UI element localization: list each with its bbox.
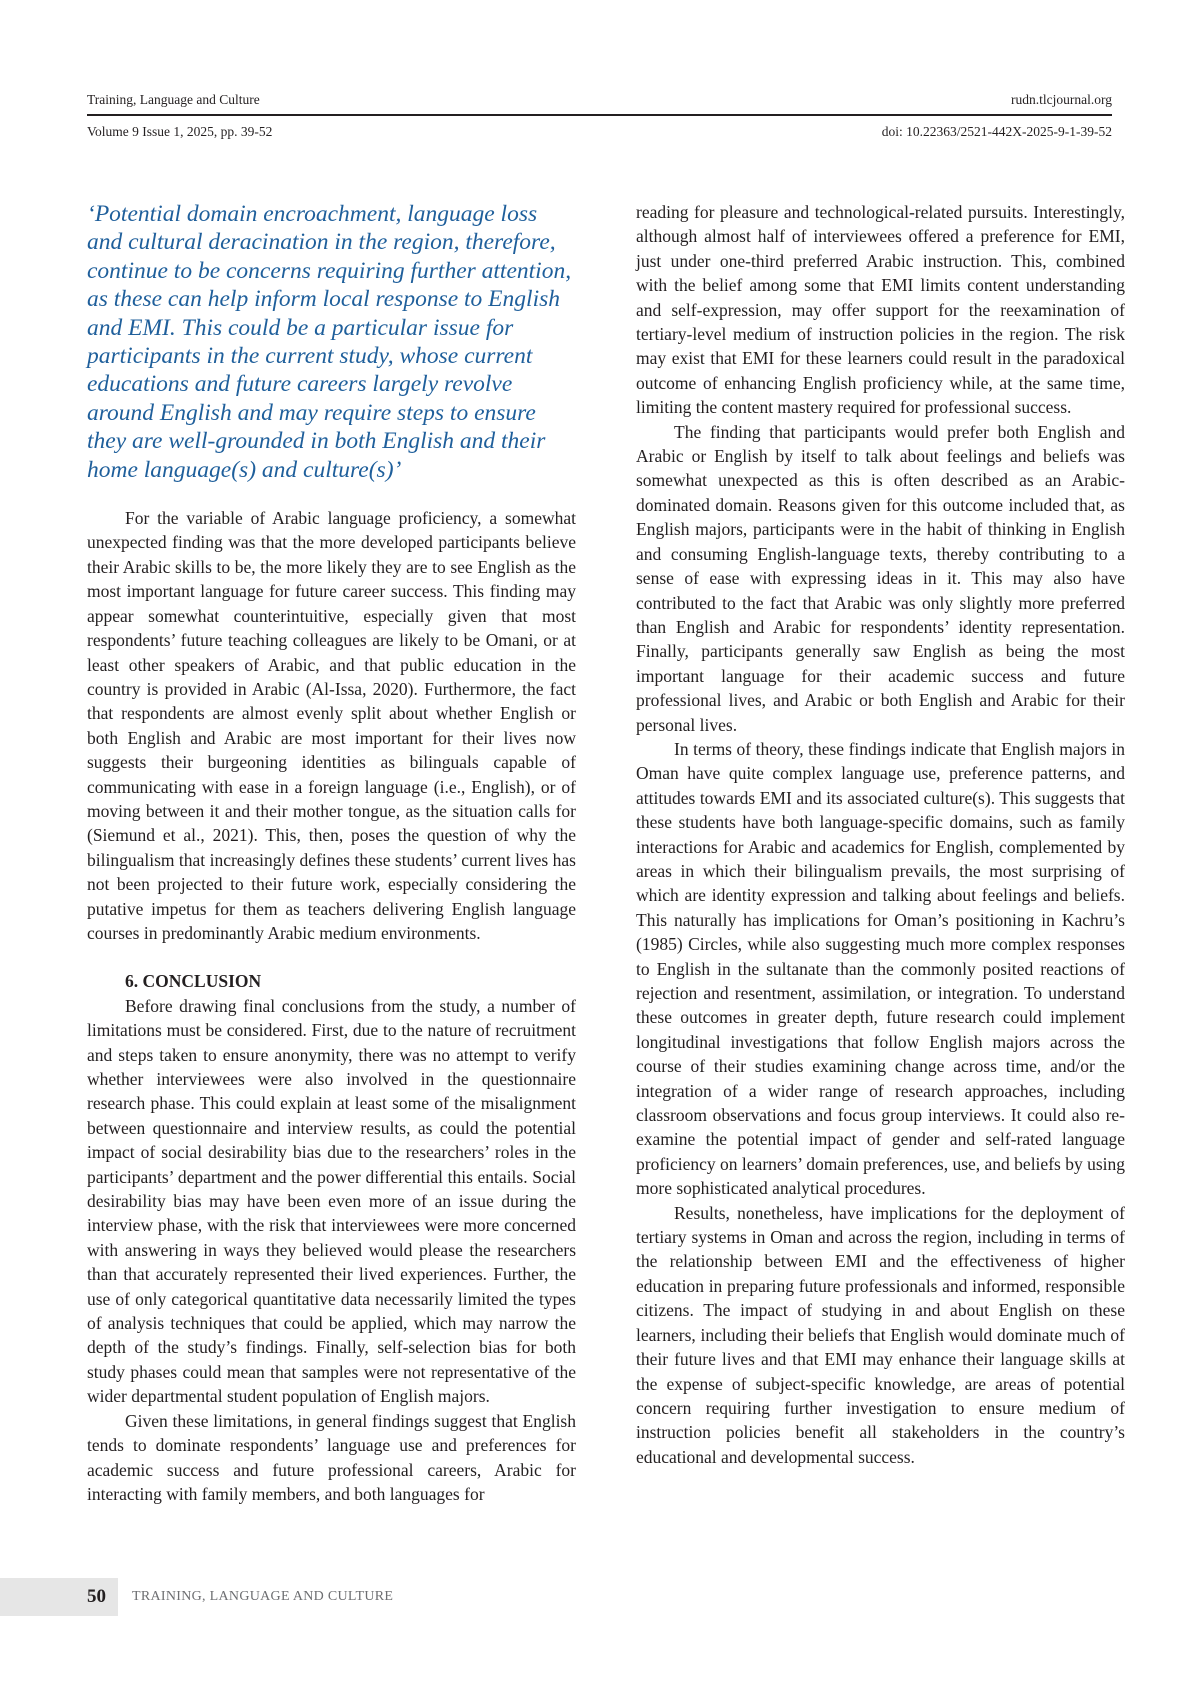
header-top-row — [87, 92, 1112, 108]
page-footer — [0, 1577, 400, 1617]
paragraph-implications: Results, nonetheless, have implications for the deployment of tertiary systems in Oman and across the region, including in terms of the relationship between EMI and the effectiveness of higher education in preparing future professionals and informed, responsible citizens. The impact of studying in and about English on these learners, including their beliefs that English would dominate much of their future lives and that EMI may enhance their language skills at the expense of subject-specific knowledge, are areas of potential concern requiring further investigation to ensure medium of instruction policies benefit all stakeholders in the country’s educational and developmental success. — [636, 1202, 1125, 1467]
left-column — [87, 200, 576, 1506]
running-header — [87, 92, 1112, 140]
journal-site: rudn.tlcjournal.org — [1011, 92, 1112, 107]
paragraph-limitations: Before drawing final conclusions from the study, a number of limitations must be considered. First, due to the nature of recruitment and steps taken to ensure anonymity, there was no attempt to verify whether interviewees were also involved in the questionnaire research phase. This could explain at least some of the misalignment between questionnaire and interview results, as could the potential impact of social desirability bias due to the researchers’ roles in the participants’ department and the power differential this entails. Social desirability bias may have been even more of an issue during the interview phase, with the risk that interviewees were more concerned with answering in ways they believed would please the researchers than that accurately represented their lived experiences. Further, the use of only categorical quantitative data necessarily limited the types of analysis techniques that could be applied, which may narrow the depth of the study’s findings. Finally, self-selection bias for both study phases could mean that samples were not representative of the wider departmental student population of English majors. — [87, 995, 576, 1407]
header-rule — [87, 114, 1112, 116]
header-bottom-row — [87, 124, 1112, 140]
journal-title: Training, Language and Culture — [87, 92, 260, 107]
paragraph-arabic-proficiency: For the variable of Arabic language proficiency, a somewhat unexpected finding was that the more developed participants believe their Arabic skills to be, the more likely they are to see English as the most important language for future career success. This finding may appear somewhat counterintuitive, especially given that most respondents’ future teaching colleagues are likely to be Omani, or at least other speakers of Arabic, and that public education in the country is provided in Arabic (Al-Issa, 2020). Furthermore, the fact that respondents are almost evenly split about whether English or both English and Arabic are most important for their lives now suggests their burgeoning identities as bilinguals capable of communicating with ease in a foreign language (i.e., English), or of moving between it and their mother tongue, as the situation calls for (Siemund et al., 2021). This, then, poses the question of why the bilingualism that increasingly defines these students’ current lives has not been projected to their future work, especially considering the putative impetus for them as teachers delivering English language courses in predominantly Arabic medium environments. — [87, 508, 576, 943]
right-column — [636, 200, 1125, 1469]
section-heading-conclusion: 6. CONCLUSION — [125, 971, 262, 992]
footer-journal-name: TRAINING, LANGUAGE AND CULTURE — [132, 1589, 394, 1604]
paragraph-theory: In terms of theory, these findings indicate that English majors in Oman have quite complex language use, preference patterns, and attitudes towards EMI and its associated culture(s). This suggests that these students have both language-specific domains, such as family interactions for Arabic and academics for English, complemented by areas in which their bilingualism prevails, the most surprising of which are identity expression and talking about feelings and beliefs. This naturally has implications for Oman’s positioning in Kachru’s (1985) Circles, while also suggesting much more complex responses to English in the sultanate than the commonly posited reactions of rejection and resentment, assimilation, or integration. To understand these outcomes in greater depth, future research could implement longitudinal investigations that follow English majors across the course of their studies examining change across time, and/or the integration of a wider range of research approaches, including classroom observations and focus group interviews. It could also re-examine the potential impact of gender and self-rated language proficiency on learners’ domain preferences, use, and beliefs by using more sophisticated analytical procedures. — [636, 738, 1126, 1199]
paragraph-feelings-beliefs: The finding that participants would prefer both English and Arabic or English by itself to talk about feelings and beliefs was somewhat unexpected as this is often described as an Arabic-dominated domain. Reasons given for this outcome included that, as English majors, participants were in the habit of thinking in English and consuming English-language texts, thereby contributing to a sense of ease with expressing ideas in it. This may also have contributed to the fact that Arabic was only slightly more preferred than English and Arabic for respondents’ identity representation. Finally, participants generally saw English as being the most important language for their academic success and future professional lives, and Arabic or both English and Arabic for their personal lives. — [636, 421, 1125, 735]
pull-quote: ‘Potential domain encroachment, language loss and cultural deracination in the region, therefore, continue to be concerns requiring further attention, as these can help inform local response to English and EMI. This could be a particular issue for participants in the current study, whose current educations and future careers largely revolve around English and may require steps to ensure they are well-grounded in both English and their home language(s) and culture(s)’ — [87, 201, 572, 483]
doi: doi: 10.22363/2521-442X-2025-9-1-39-52 — [881, 124, 1112, 139]
page-number: 50 — [0, 1578, 118, 1616]
paragraph-findings: Given these limitations, in general findings suggest that English tends to dominate respondents’ language use and preferences for academic success and future professional careers, Arabic for interacting with family members, and both languages for — [87, 1410, 576, 1504]
paragraph-continued: reading for pleasure and technological-related pursuits. Interestingly, although almost half of interviewees offered a preference for EMI, just under one-third preferred Arabic instruction. This, combined with the belief among some that EMI limits content understanding and self-expression, may offer support for the reexamination of tertiary-level medium of instruction policies in the region. The risk may exist that EMI for these learners could result in the paradoxical outcome of enhancing English proficiency while, at the same time, limiting the content mastery required for professional success. — [636, 202, 1125, 418]
volume-info: Volume 9 Issue 1, 2025, pp. 39-52 — [87, 124, 273, 139]
